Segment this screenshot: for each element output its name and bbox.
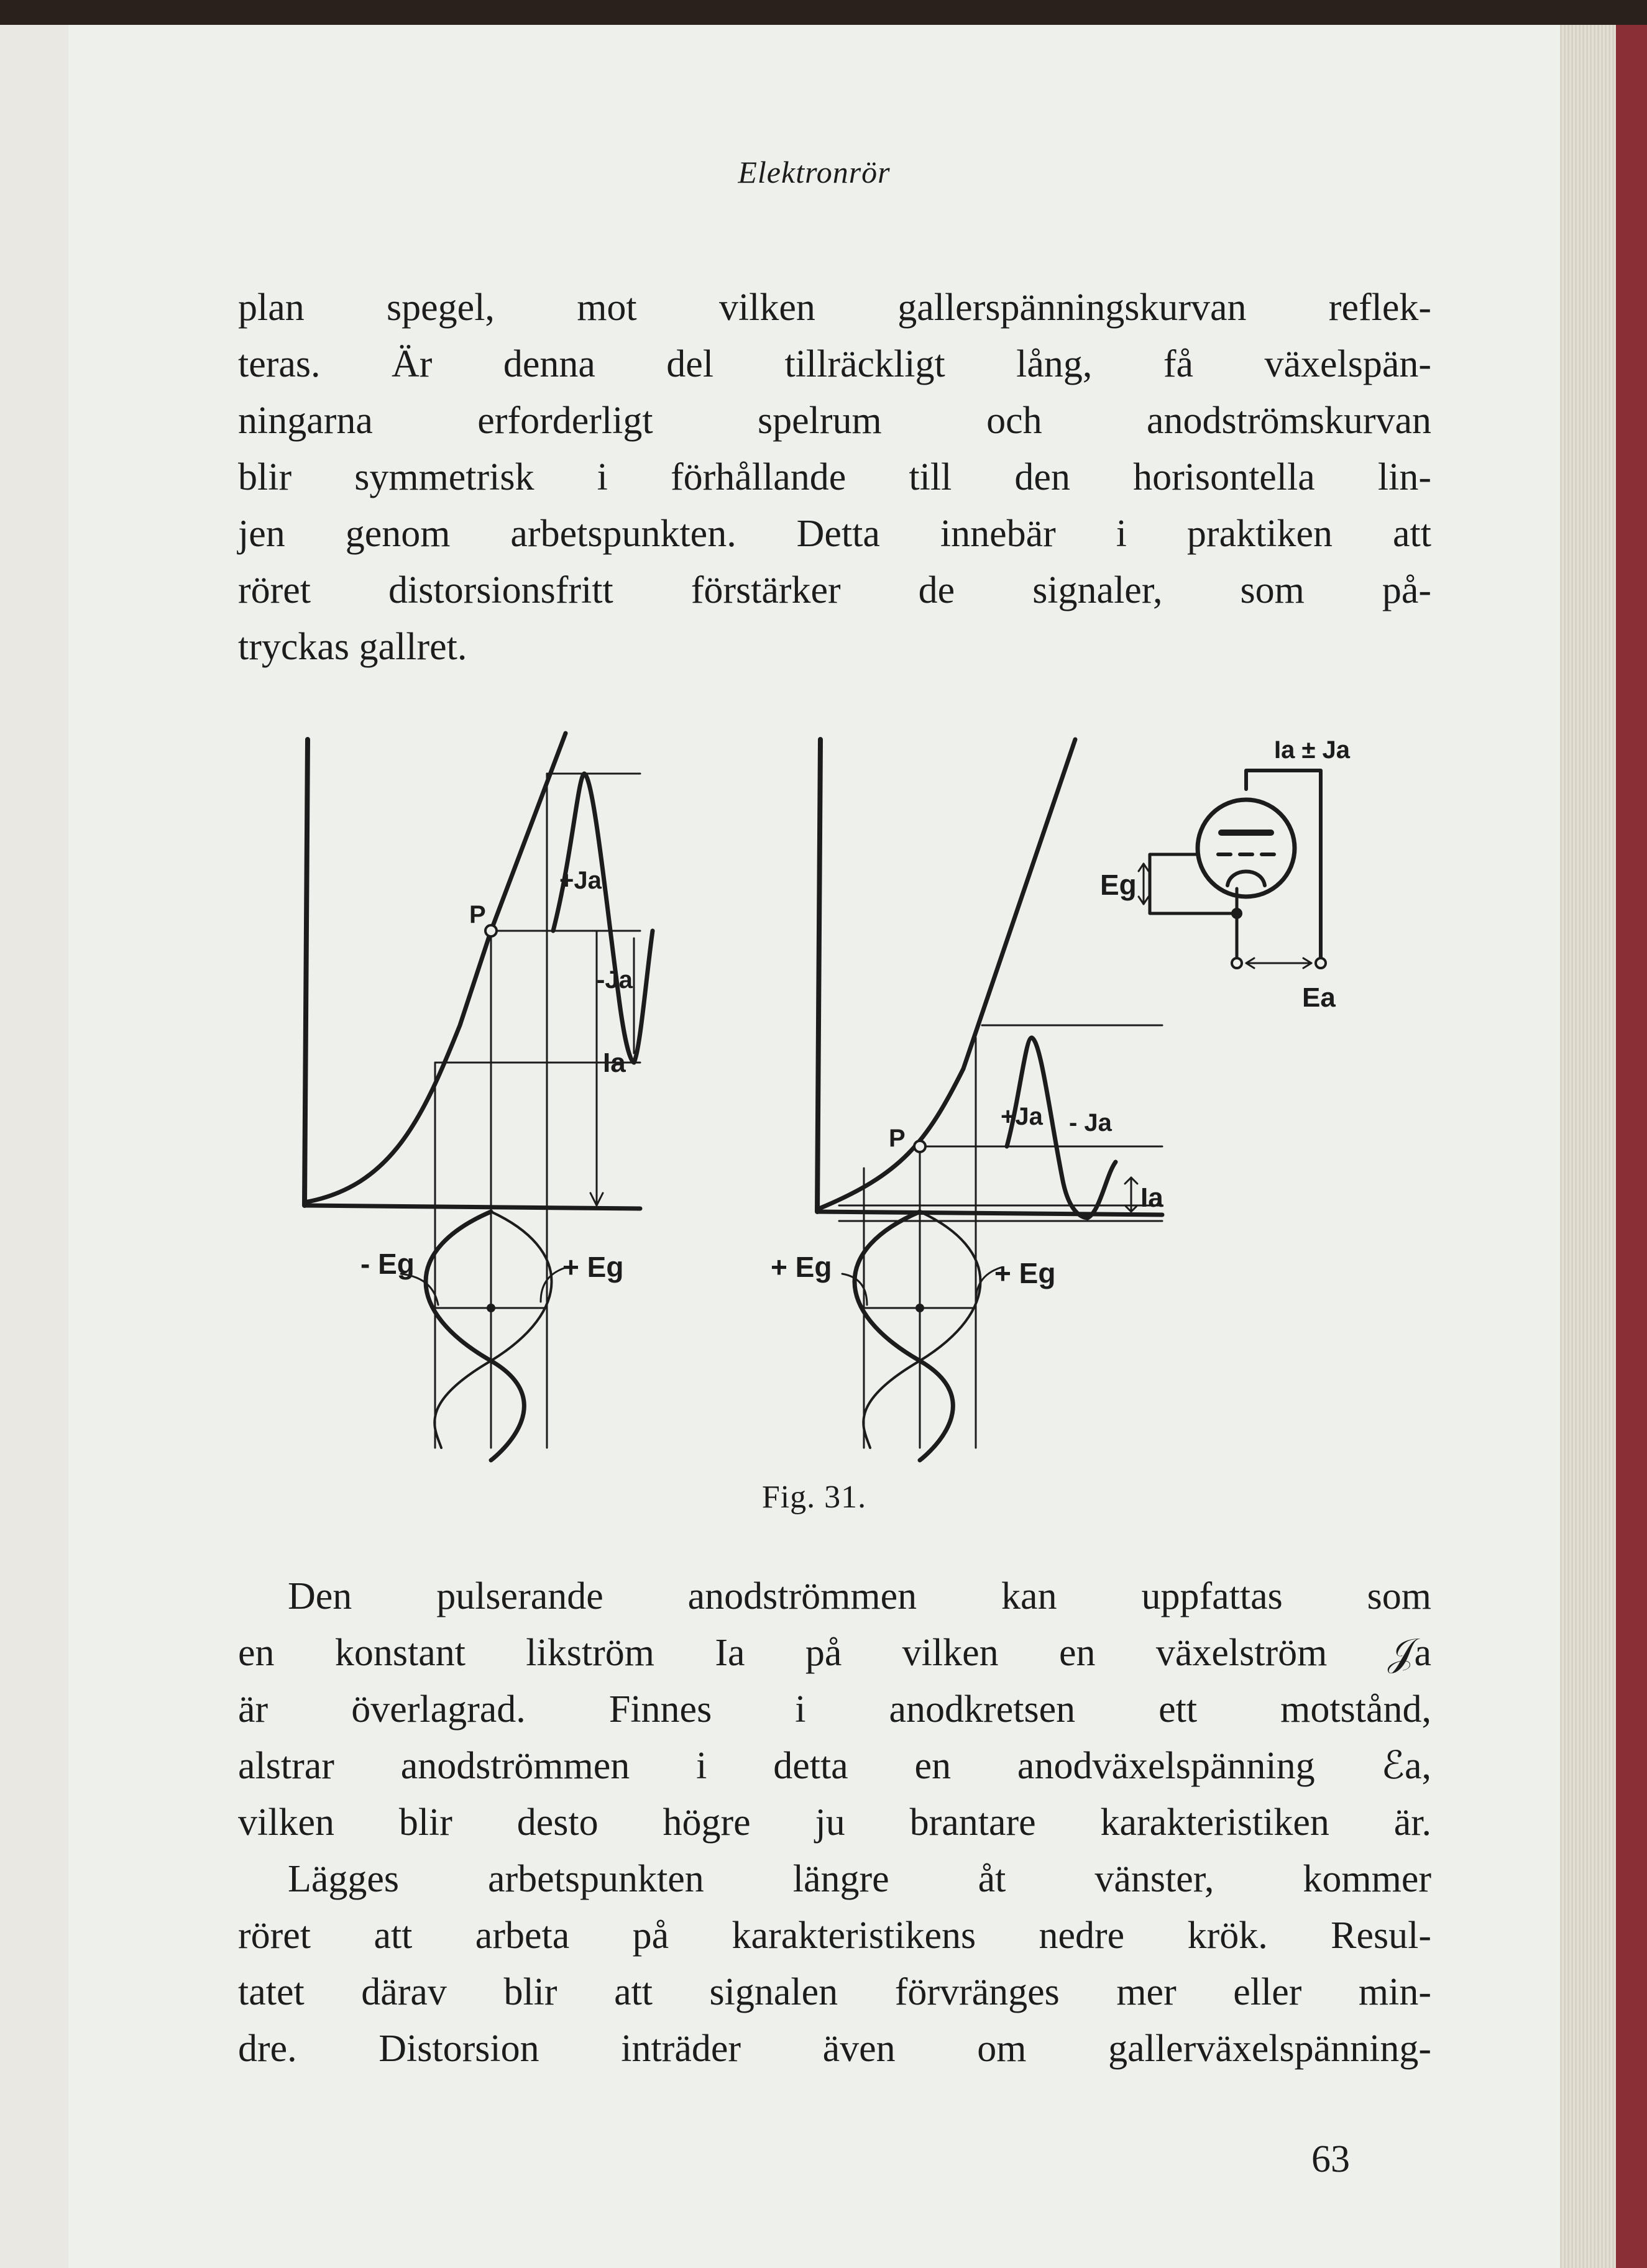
text-line: röret distorsionsfritt förstärker de signaler, som på- bbox=[238, 569, 1431, 611]
right-y-axis bbox=[817, 739, 820, 1212]
book-page bbox=[68, 25, 1560, 2268]
right-eg-left-label: + Eg bbox=[771, 1251, 832, 1283]
circuit-grid-wire bbox=[1150, 854, 1237, 913]
left-point-label: P bbox=[469, 901, 486, 928]
left-x-axis bbox=[305, 1205, 640, 1209]
text-line: är överlagrad. Finnes i anodkretsen ett motstånd, bbox=[238, 1688, 1431, 1731]
background-top bbox=[0, 0, 1647, 25]
left-y-axis bbox=[305, 739, 308, 1205]
left-ja-minus-label: -Ja bbox=[597, 966, 633, 994]
text-line: dre. Distorsion inträder även om gallerväxelspänning- bbox=[238, 2028, 1431, 2070]
text-line: alstrar anodströmmen i detta en anodväxelspänning ℰa, bbox=[238, 1745, 1431, 1787]
figure-caption: Fig. 31. bbox=[761, 1479, 867, 1515]
left-eg-plus-label: + Eg bbox=[562, 1251, 624, 1283]
paragraph-top bbox=[238, 280, 1431, 675]
circuit-anode-label: Ea bbox=[1302, 982, 1336, 1013]
running-header: Elektronrör bbox=[738, 155, 891, 190]
left-anode-wave bbox=[553, 774, 653, 1063]
text-line: Lägges arbetspunkten längre åt vänster, kommer bbox=[288, 1858, 1431, 1900]
left-grid-wave bbox=[426, 1212, 524, 1460]
text-line: tryckas gallret. bbox=[238, 626, 467, 668]
right-grid-wave bbox=[855, 1212, 953, 1460]
text-line: plan spegel, mot vilken gallerspänningskurvan reflek- bbox=[238, 286, 1431, 329]
figure-31-diagram bbox=[280, 715, 1398, 1491]
text-line: tatet därav blir att signalen förvränges mer eller min- bbox=[238, 1971, 1431, 2013]
previous-page-edge bbox=[0, 25, 70, 2268]
vacuum-tube-symbol bbox=[1198, 800, 1295, 897]
text-line: jen genom arbetspunkten. Detta innebär i praktiken att bbox=[238, 513, 1431, 555]
circuit-grid-label: Eg bbox=[1100, 869, 1137, 901]
paragraph-bottom bbox=[238, 1568, 1431, 2077]
circuit-top-label: Ia ± Ja bbox=[1274, 736, 1351, 764]
right-ja-minus-label: - Ja bbox=[1069, 1109, 1112, 1136]
right-point-label: P bbox=[889, 1125, 906, 1152]
text-line: röret att arbeta på karakteristikens nedre krök. Resul- bbox=[238, 1914, 1431, 1957]
text-line: en konstant likström Ia på vilken en växelström 𝒥a bbox=[238, 1632, 1431, 1674]
right-characteristic-curve bbox=[819, 739, 1075, 1209]
text-line: vilken blir desto högre ju brantare karakteristiken är. bbox=[238, 1801, 1431, 1844]
page-number: 63 bbox=[1311, 2138, 1350, 2180]
right-ja-plus-label: +Ja bbox=[1001, 1103, 1043, 1130]
right-ia-label: Ia bbox=[1140, 1182, 1163, 1213]
book-cover-edge bbox=[1616, 25, 1647, 2268]
left-ja-plus-label: +Ja bbox=[559, 867, 602, 894]
text-line: Den pulserande anodströmmen kan uppfattas som bbox=[288, 1575, 1431, 1617]
text-line: blir symmetrisk i förhållande till den horisontella lin- bbox=[238, 456, 1431, 498]
text-line: ningarna erforderligt spelrum och anodströmskurvan bbox=[238, 400, 1431, 442]
left-ia-label: Ia bbox=[603, 1048, 626, 1078]
right-x-axis bbox=[817, 1212, 1162, 1215]
right-eg-right-label: + Eg bbox=[994, 1257, 1056, 1289]
left-eg-minus-label: - Eg bbox=[360, 1248, 415, 1280]
text-line: teras. Är denna del tillräckligt lång, få växelspän- bbox=[238, 343, 1431, 385]
